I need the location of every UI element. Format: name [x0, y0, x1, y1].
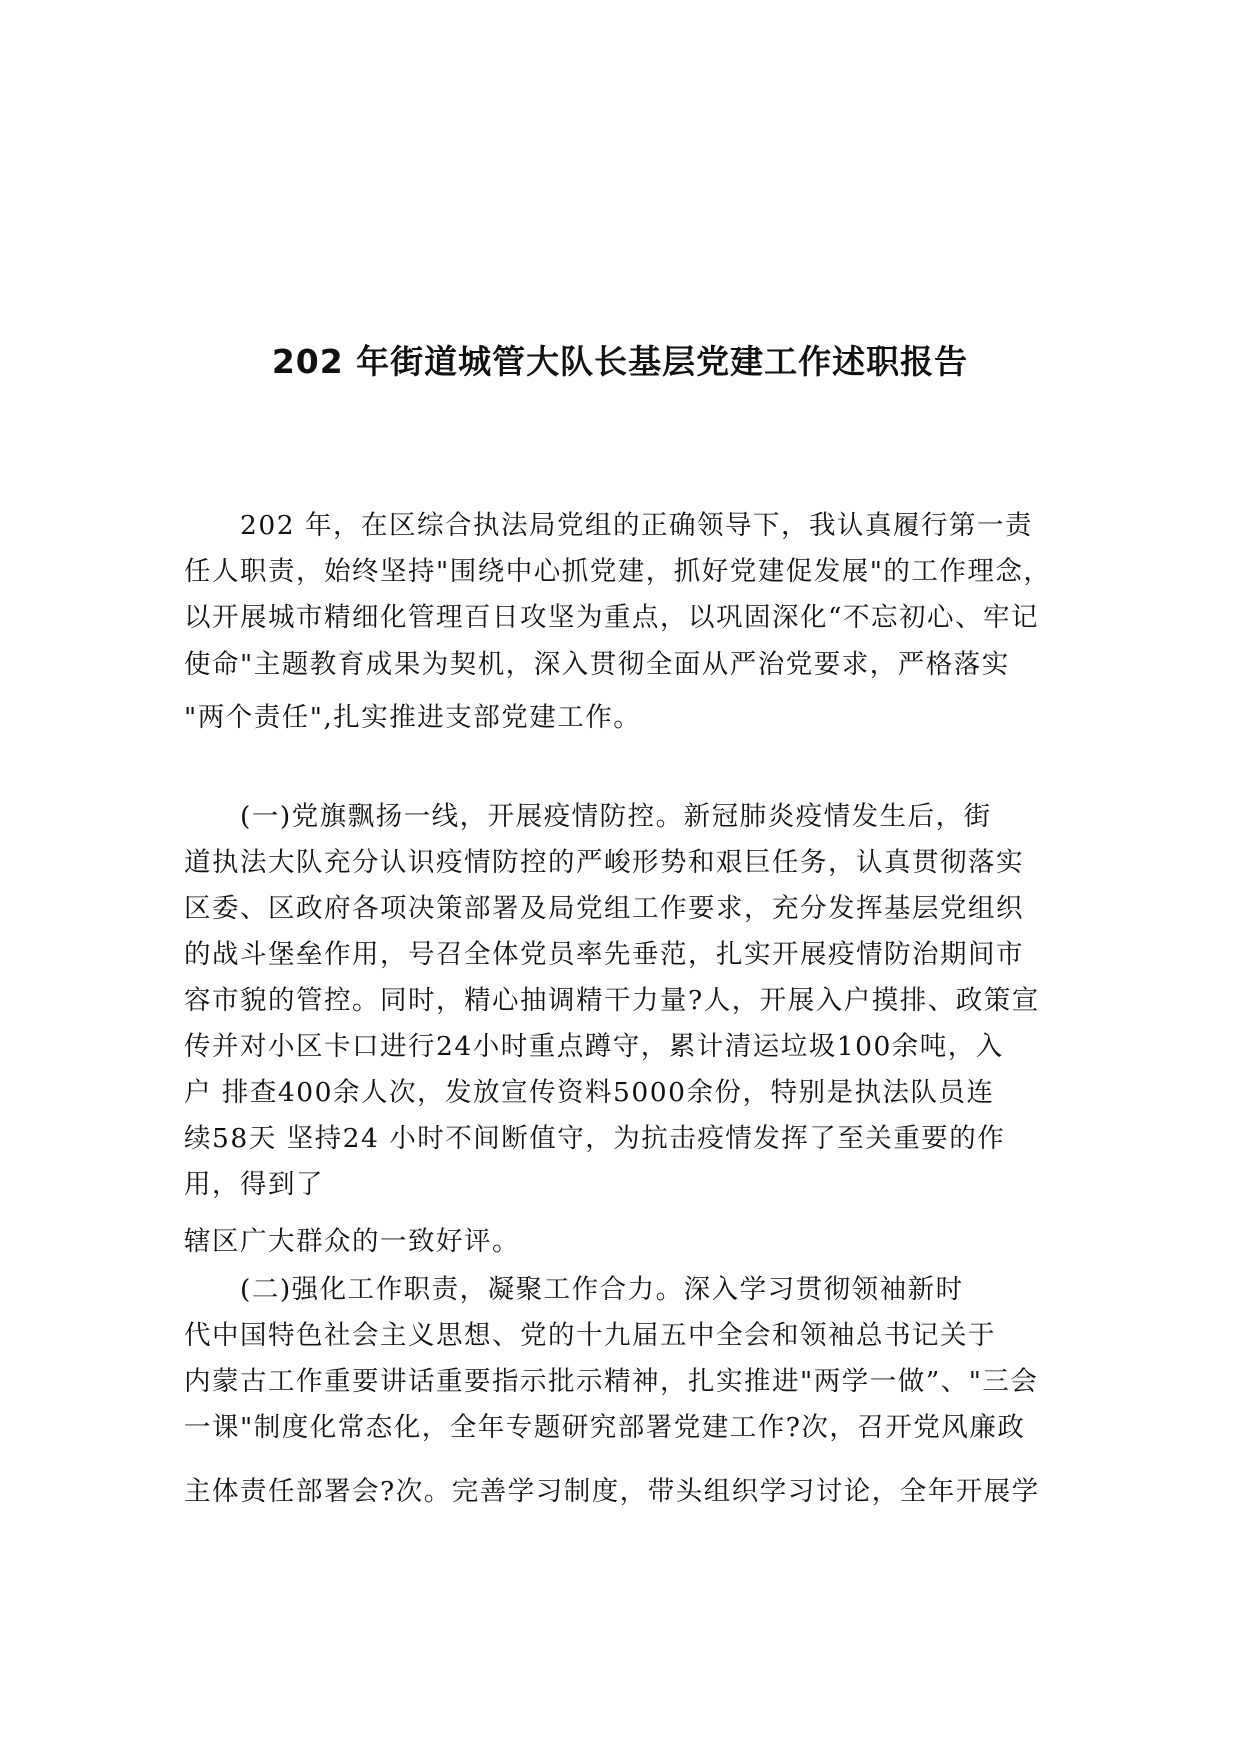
intro-line: 任人职责，始终坚持"围绕中心抓党建，抓好党建促发展"的工作理念， [184, 556, 1052, 587]
section-1-line: 用，得到了 [184, 1169, 324, 1200]
intro-line: 使命"主题教育成果为契机，深入贯彻全面从严治党要求，严格落实 [184, 649, 1010, 680]
section-2-line: 主体责任部署会?次。完善学习制度，带头组织学习讨论，全年开展学 [184, 1476, 1040, 1507]
section-1-line: 区委、区政府各项决策部署及局党组工作要求，充分发挥基层党组织 [184, 893, 1024, 924]
section-1-line: 的战斗堡垒作用，号召全体党员率先垂范，扎实开展疫情防治期间市 [184, 939, 1024, 970]
intro-line: "两个责任",扎实推进支部党建工作。 [184, 702, 642, 733]
intro-line: 以开展城市精细化管理百日攻坚为重点，以巩固深化“不忘初心、牢记 [184, 602, 1040, 633]
section-1-line: (一)党旗飘扬一线，开展疫情防控。新冠肺炎疫情发生后，街 [240, 801, 992, 832]
section-1-line: 道执法大队充分认识疫情防控的严峻形势和艰巨任务，认真贯彻落实 [184, 847, 1024, 878]
intro-line: 202 年，在区综合执法局党组的正确领导下，我认真履行第一责 [240, 510, 1034, 541]
section-1-line: 容市貌的管控。同时，精心抽调精干力量?人，开展入户摸排、政策宣 [184, 985, 1040, 1016]
section-1-line: 续58天 坚持24 小时不间断值守，为抗击疫情发挥了至关重要的作 [184, 1123, 1006, 1154]
document-title: 202 年街道城管大队长基层党建工作述职报告 [271, 342, 969, 381]
section-2-line: 一课"制度化常态化，全年专题研究部署党建工作?次，召开党风廉政 [184, 1412, 1026, 1443]
section-1-line: 辖区广大群众的一致好评。 [184, 1226, 520, 1257]
section-2-line: (二)强化工作职责，凝聚工作合力。深入学习贯彻领袖新时 [240, 1274, 964, 1305]
section-1-line: 户 排查400余人次，发放宣传资料5000余份，特别是执法队员连 [184, 1077, 995, 1108]
section-2-line: 代中国特色社会主义思想、党的十九届五中全会和领袖总书记关于 [184, 1320, 996, 1351]
section-2-line: 内蒙古工作重要讲话重要指示批示精神，扎实推进"两学一做”、"三会 [184, 1366, 1039, 1397]
section-1-line: 传并对小区卡口进行24小时重点蹲守，累计清运垃圾100余吨，入 [184, 1031, 1004, 1062]
